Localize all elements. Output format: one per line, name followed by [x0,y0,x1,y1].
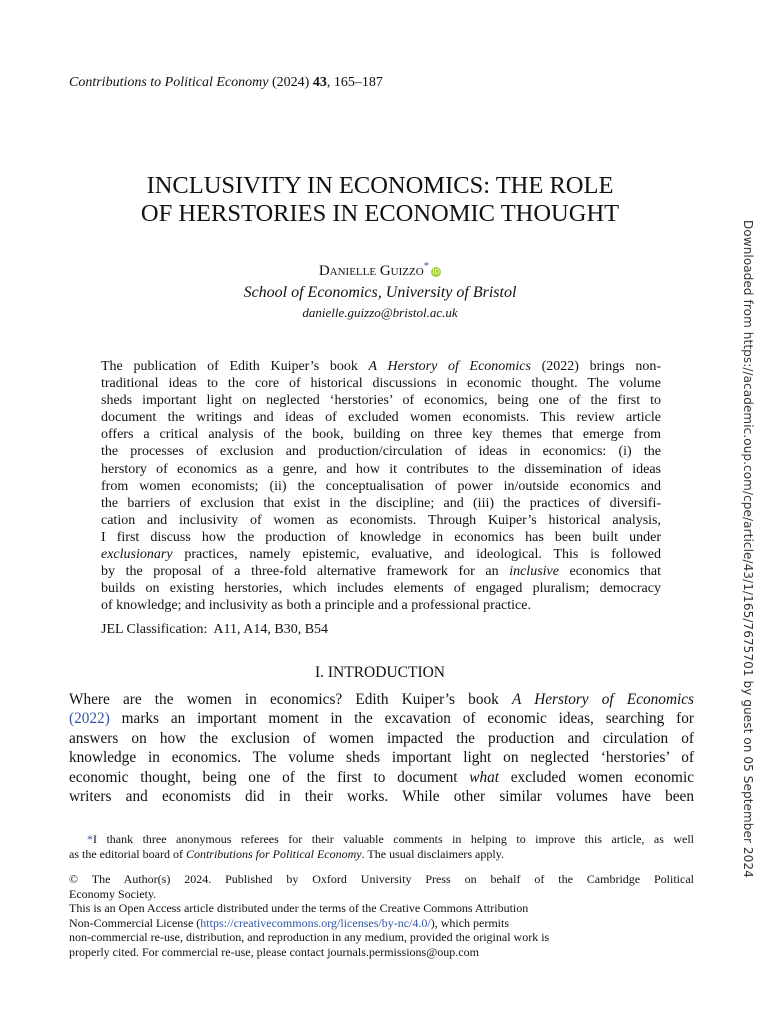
intro-line: (2022) marks an important moment in the excavation of economic ideas, searching for [69,710,694,728]
abstract-line: sheds important light on neglected ‘herstories’ of economics, being one of the first to [101,393,661,409]
abstract-line: offers a critical analysis of the book, building on three key themes that emerge from [101,427,661,443]
author-email: danielle.guizzo@bristol.ac.uk [302,305,458,320]
intro-line: knowledge in economics. The volume sheds important light on neglected ‘herstories’ of [69,749,694,767]
title-line-1: INCLUSIVITY IN ECONOMICS: THE ROLE [146,172,614,199]
jel-classification [101,621,328,639]
book-title: A Herstory of Economics [368,359,531,374]
jel-codes: A11, A14, B30, B54 [213,622,329,637]
license-line: properly cited. For commercial re-use, please contact journals.permissions@oup.com [69,944,479,959]
introduction-text [69,690,694,806]
intro-line: writers and economists did in their works. While other similar volumes have been [69,787,694,805]
license-line: non-commercial re-use, distribution, and reproduction in any medium, provided the original work is [69,930,550,945]
orcid-icon[interactable]: iD [432,268,440,276]
author-line [60,256,700,281]
abstract-line: the processes of exclusion and production/circulation of ideas in economics: (i) the [101,444,661,460]
abstract-line: the barriers of exclusion that exist in the discipline; and (iii) the practices of diversifi- [101,495,661,511]
abstract-line: I first discuss how the production of knowledge in economics has been built under [101,529,661,545]
jel-label: JEL Classification: [101,622,208,637]
abstract-line: of knowledge; and inclusivity as both a principle and a professional practice. [101,598,531,614]
license-notice [69,872,694,960]
license-line: Economy Society. [69,886,157,901]
author-footnote-link[interactable]: * [423,260,430,272]
intro-line: Where are the women in economics? Edith Kuiper’s book A Herstory of Economics [69,691,694,708]
citation-link[interactable]: (2022) [69,710,110,728]
abstract-line: traditional ideas to the core of historical discussions in economic thought. The volume [101,376,661,392]
abstract [101,358,661,614]
footnote-mark: * [87,832,93,846]
journal-year: (2024) [272,75,310,90]
license-line: © The Author(s) 2024. Published by Oxford University Press on behalf of the Cambridge Political [69,872,694,886]
footnote-line: as the editorial board of Contributions for Political Economy. The usual disclaimers apply. [69,847,504,861]
journal-citation [69,74,383,92]
abstract-line: exclusionary practices, namely epistemic, evaluative, and ideological. This is followed [101,547,661,563]
license-link[interactable]: https://creativecommons.org/licenses/by-nc/4.0/ [200,915,431,930]
license-line: Non-Commercial License (https://creativecommons.org/licenses/by-nc/4.0/), which permits [69,915,510,930]
abstract-line: builds on existing herstories, which includes elements of engaged pluralism; democracy [101,581,661,597]
intro-line: economic thought, being one of the first to document what excluded women economic [69,768,694,786]
journal-pages: , 165–187 [326,75,383,90]
footnote [69,832,694,862]
abstract-line: by the proposal of a three-fold alternative framework for an inclusive economics that [101,564,661,580]
section-heading: I. INTRODUCTION [314,664,445,681]
title-line-2: OF HERSTORIES IN ECONOMIC THOUGHT [140,200,620,227]
footnote-line: *I thank three anonymous referees for their valuable comments in helping to improve this article, as well [87,832,694,846]
abstract-line: cation and inclusivity of women as economists. Through Kuiper’s historical analysis, [101,512,661,528]
abstract-line: The publication of Edith Kuiper’s book A Herstory of Economics (2022) brings non- [101,359,661,374]
journal-name: Contributions to Political Economy [69,75,269,90]
author-affiliation: School of Economics, University of Bristol [243,284,517,301]
intro-line: answers on how the exclusion of women impacted the production and circulation of [69,729,694,747]
download-notice [738,220,758,878]
abstract-line: from women economists; (ii) the conceptualisation of power in/outside economics and [101,478,661,494]
author-name: Danielle Guizzo [318,263,424,279]
abstract-line: herstory of economics as a genre, and how it contributes to the dissemination of ideas [101,461,661,477]
abstract-line: document the writings and ideas of excluded women economists. This review article [101,410,661,426]
article-title [60,172,700,228]
license-line: This is an Open Access article distributed under the terms of the Creative Commons Attribution [69,901,529,916]
journal-volume: 43 [312,75,327,90]
download-notice-text: Downloaded from https://academic.oup.com/cpe/article/43/1/165/7675701 by guest on 05 September 2024 [741,220,755,878]
